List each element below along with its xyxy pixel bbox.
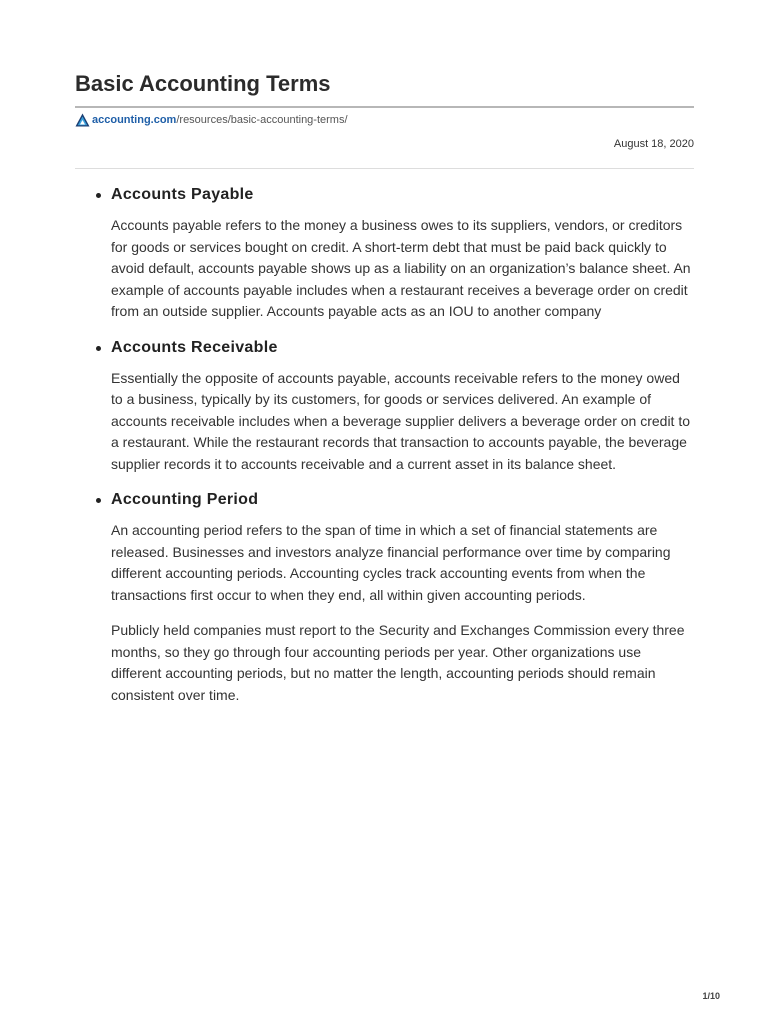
term-paragraph: An accounting period refers to the span of time in which a set of financial statements are released. Businesses and investors analyze financial performance over time by comparing different accounting periods. Accounting cycles track accounting events from when the transactions first occur to when they end, all within given accounting periods. [111, 522, 671, 603]
source-link[interactable] [75, 113, 348, 127]
source-path[interactable]: /resources/basic-accounting-terms/ [176, 114, 348, 126]
term-paragraph: Publicly held companies must report to the Security and Exchanges Commission every three months, so they go through four accounting periods per year. Other organizations use different accounting periods, but no matter the length, accounting periods should remain consistent over time. [111, 622, 685, 703]
bullet-icon [96, 193, 101, 198]
term-heading: Accounts Payable [111, 186, 254, 203]
term-item [75, 337, 694, 476]
title-divider [75, 106, 694, 108]
bullet-icon [96, 346, 101, 351]
term-paragraph: Essentially the opposite of accounts payable, accounts receivable refers to the money owed to a business, typically by its customers, for goods or services delivered. An example of accounts receivable includes when a beverage supplier delivers a beverage order on credit to a restaurant. While the restaurant records that transaction to accounts payable, the beverage supplier records it to accounts receivable and a current asset in its balance sheet. [111, 369, 691, 472]
publish-date: August 18, 2020 [613, 138, 694, 150]
terms-list [75, 184, 694, 720]
header-divider [75, 168, 694, 169]
term-heading: Accounts Receivable [111, 338, 278, 356]
term-paragraph: Accounts payable refers to the money a business owes to its suppliers, vendors, or creditors for goods or services bought on credit. A short-term debt that must be paid back quickly to avoid default, accounts payable shows up as a liability on an organization’s balance sheet. An example of accounts payable includes when a restaurant receives a beverage order on credit from an outside supplier. Accounts payable acts as an IOU to another company [111, 217, 691, 319]
term-item [75, 184, 694, 323]
bullet-icon [96, 498, 101, 503]
term-heading: Accounting Period [111, 491, 259, 508]
page-title: Basic Accounting Terms [75, 71, 331, 96]
page-number: 1/10 [702, 991, 720, 1001]
accounting-logo-icon [75, 113, 90, 127]
source-domain[interactable]: accounting.com [92, 114, 177, 126]
term-item [75, 489, 694, 706]
